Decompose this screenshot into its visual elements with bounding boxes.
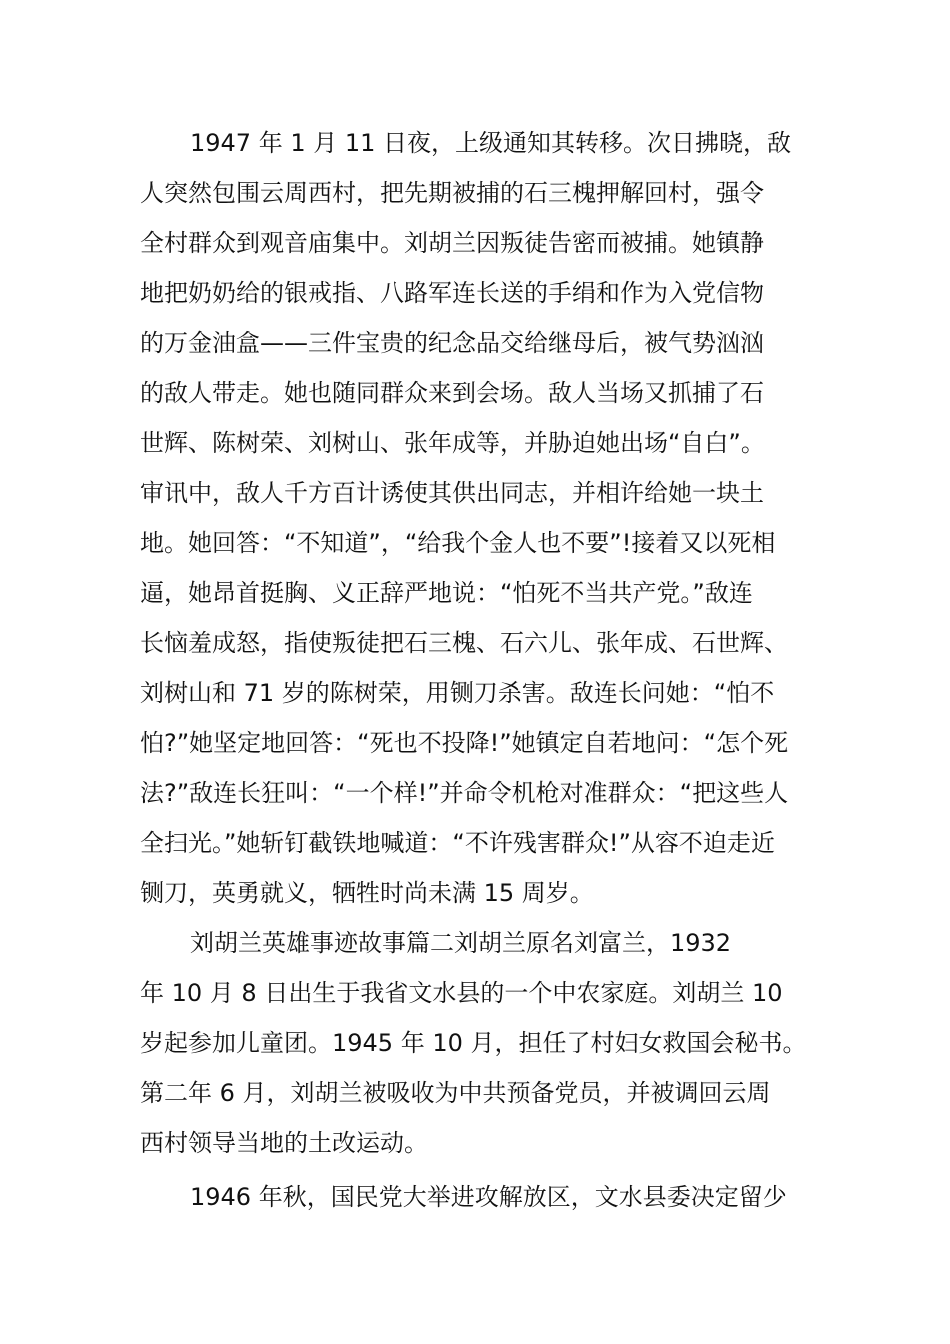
paragraph-1-line-6: 的敌人带走。她也随同群众来到会场。敌人当场又抓捕了石	[140, 379, 764, 407]
paragraph-2-line-5: 西村领导当地的土改运动。	[140, 1129, 428, 1157]
paragraph-3-line-1: 1946 年秋，国民党大举进攻解放区，文水县委决定留少	[190, 1183, 787, 1211]
paragraph-1-line-9: 地。她回答：“不知道”，“给我个金人也不要”!接着又以死相	[140, 529, 776, 557]
paragraph-2-line-4: 第二年 6 月，刘胡兰被吸收为中共预备党员，并被调回云周	[140, 1079, 771, 1107]
paragraph-2-line-3: 岁起参加儿童团。1945 年 10 月，担任了村妇女救国会秘书。	[140, 1029, 807, 1057]
paragraph-1-line-13: 怕?”她坚定地回答：“死也不投降!”她镇定自若地问：“怎个死	[140, 729, 789, 757]
paragraph-2-line-2: 年 10 月 8 日出生于我省文水县的一个中农家庭。刘胡兰 10	[140, 979, 783, 1007]
paragraph-1-line-16: 铡刀，英勇就义，牺牲时尚未满 15 周岁。	[140, 879, 594, 907]
paragraph-1-line-12: 刘树山和 71 岁的陈树荣，用铡刀杀害。敌连长问她：“怕不	[140, 679, 775, 707]
paragraph-2-line-1: 刘胡兰英雄事迹故事篇二刘胡兰原名刘富兰，1932	[190, 929, 732, 957]
paragraph-1-line-1: 1947 年 1 月 11 日夜，上级通知其转移。次日拂晓，敌	[190, 129, 792, 157]
paragraph-1-line-7: 世辉、陈树荣、刘树山、张年成等，并胁迫她出场“自白”。	[140, 429, 765, 457]
paragraph-1-line-14: 法?”敌连长狂叫：“一个样!”并命令机枪对准群众：“把这些人	[140, 779, 789, 807]
paragraph-1-line-2: 人突然包围云周西村，把先期被捕的石三槐押解回村，强令	[140, 179, 764, 207]
document-body	[140, 118, 840, 1222]
paragraph-1-line-10: 逼，她昂首挺胸、义正辞严地说：“怕死不当共产党。”敌连	[140, 579, 753, 607]
paragraph-1-line-4: 地把奶奶给的银戒指、八路军连长送的手绢和作为入党信物	[140, 279, 764, 307]
paragraph-1-line-8: 审讯中，敌人千方百计诱使其供出同志，并相许给她一块土	[140, 479, 764, 507]
paragraph-1-line-15: 全扫光。”她斩钉截铁地喊道：“不许残害群众!”从容不迫走近	[140, 829, 775, 857]
paragraph-1-line-5: 的万金油盒——三件宝贵的纪念品交给继母后，被气势汹汹	[140, 329, 764, 357]
paragraph-1-line-11: 长恼羞成怒，指使叛徒把石三槐、石六儿、张年成、石世辉、	[140, 629, 788, 657]
paragraph-1-line-3: 全村群众到观音庙集中。刘胡兰因叛徒告密而被捕。她镇静	[140, 229, 764, 257]
